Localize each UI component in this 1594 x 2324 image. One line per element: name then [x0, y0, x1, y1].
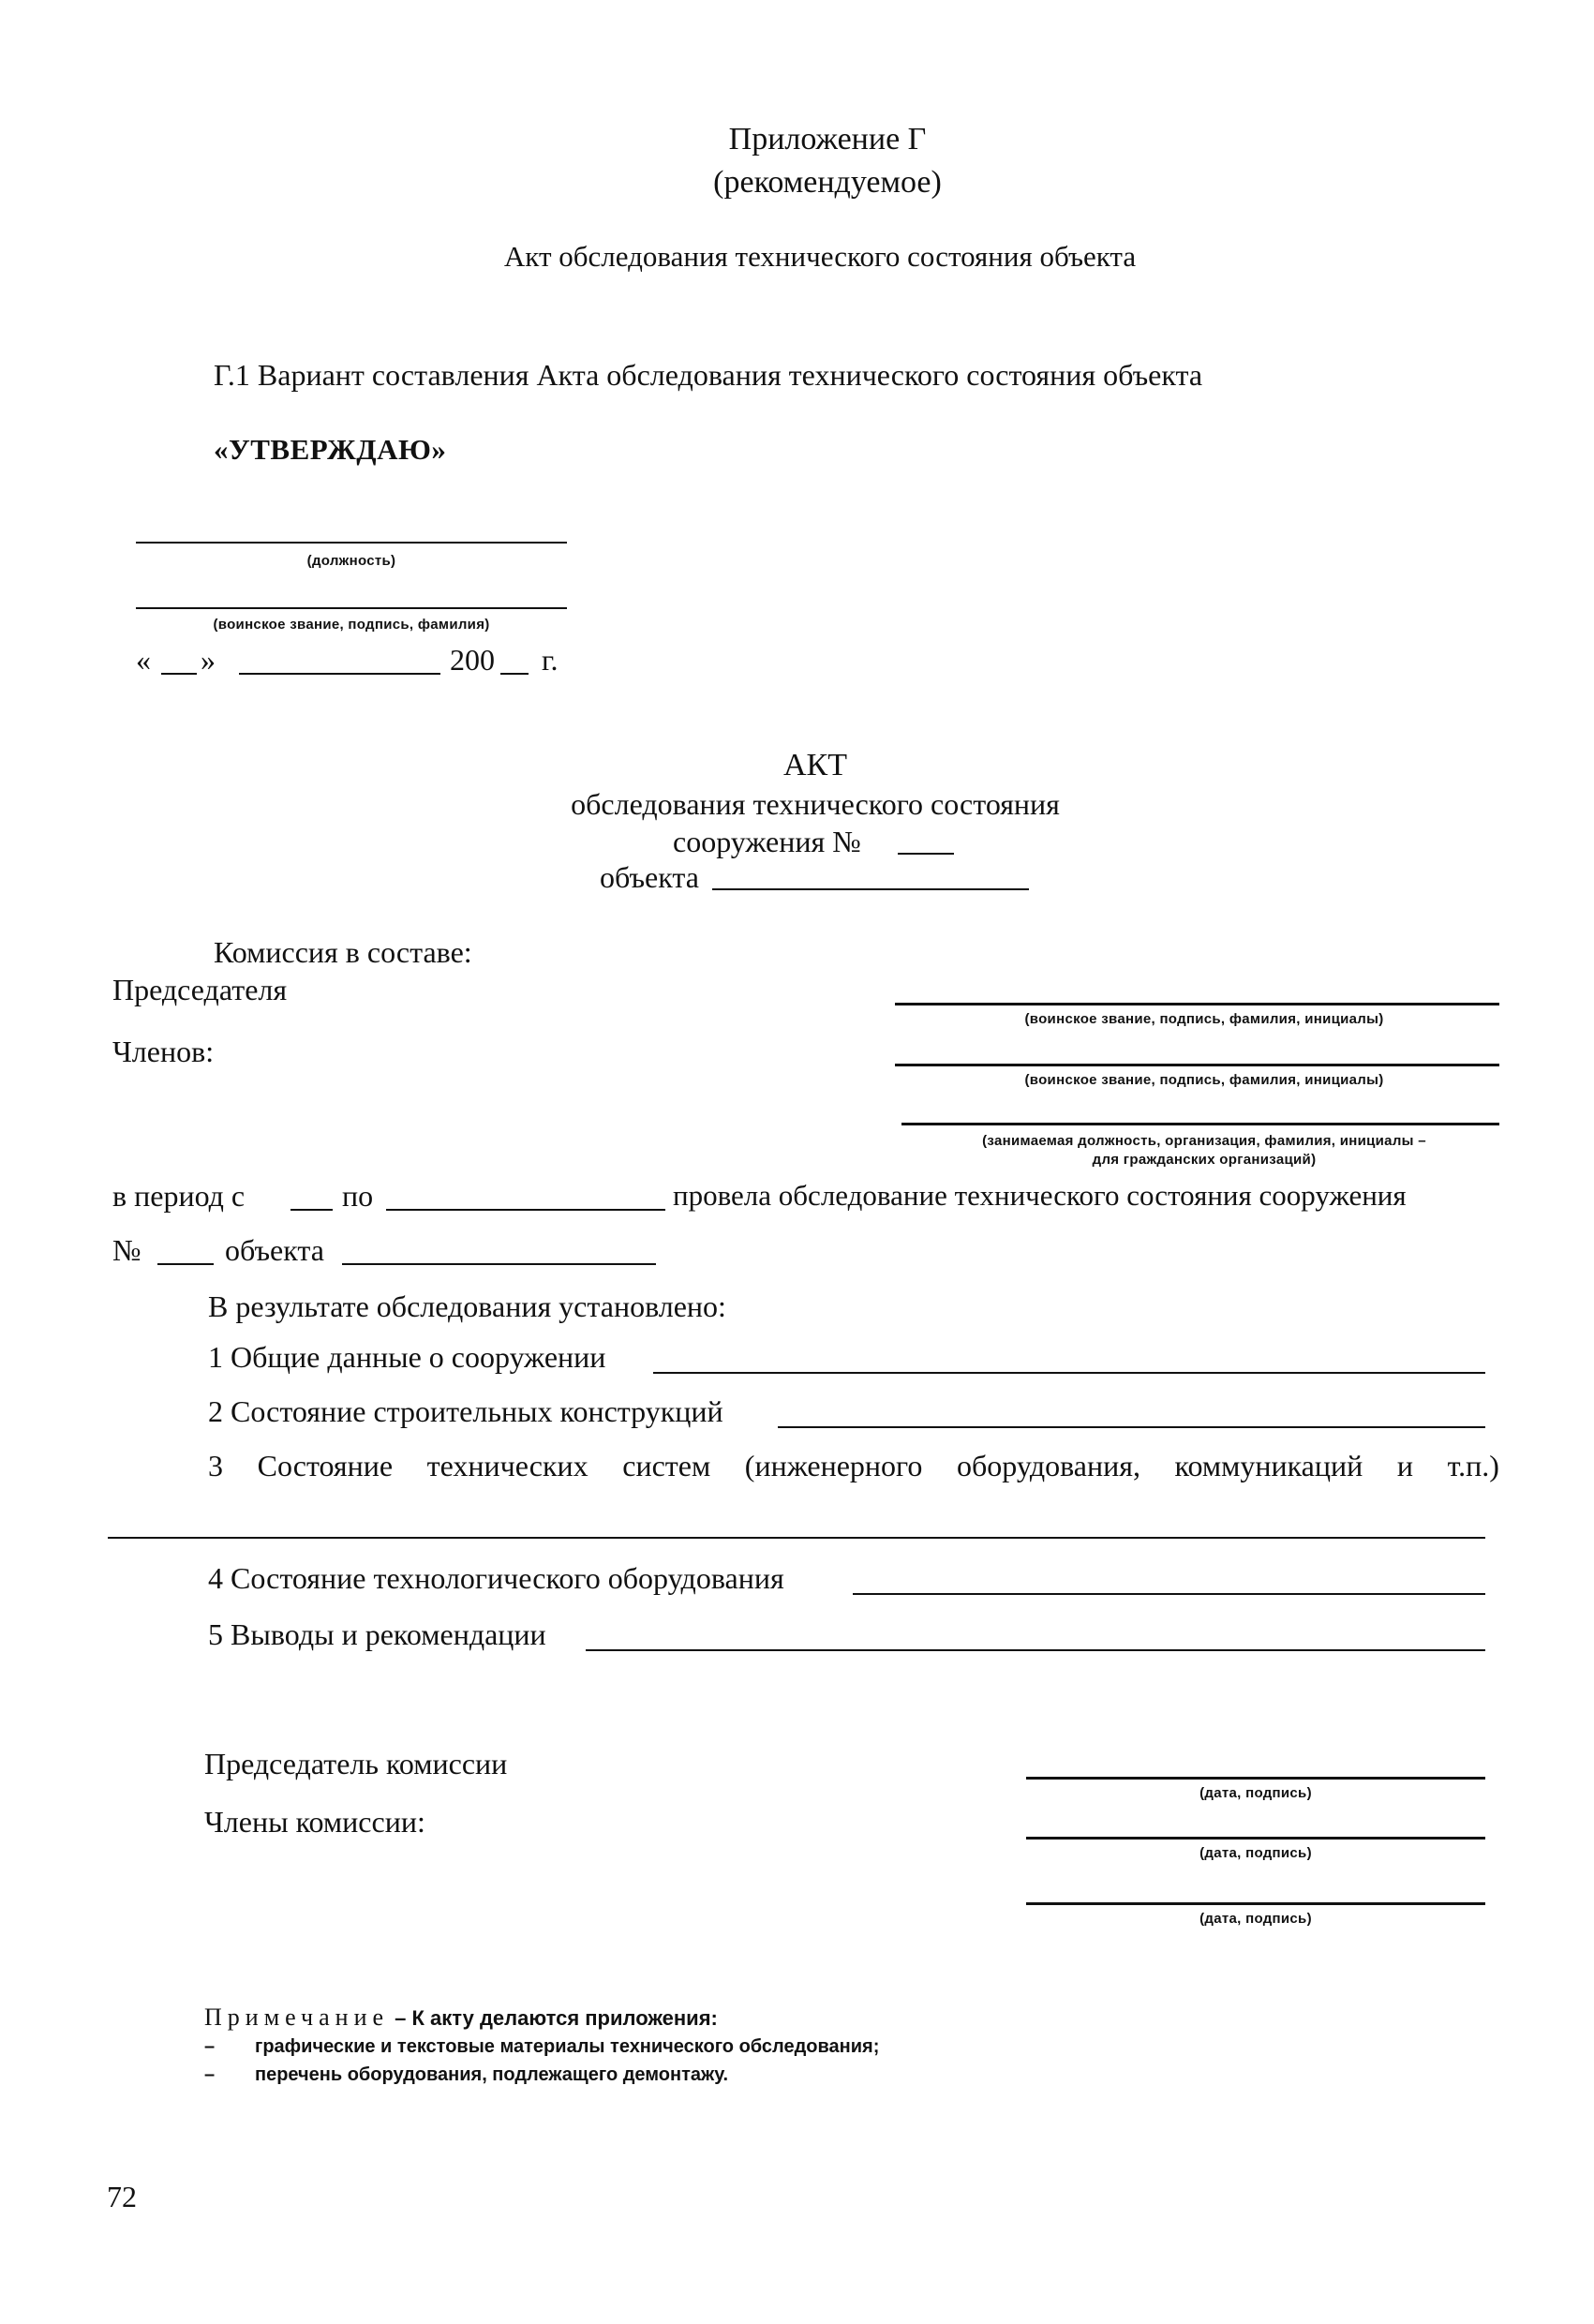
note-heading — [204, 2005, 718, 2030]
result-item-3-word: коммуникаций — [1174, 1449, 1363, 1482]
member-signature-caption-1: (дата, подпись) — [1199, 1845, 1312, 1861]
result-item-5: 5 Выводы и рекомендации — [208, 1617, 546, 1651]
year-suffix: г. — [542, 643, 559, 677]
structure-no-line — [157, 1263, 214, 1265]
position-line — [136, 542, 567, 544]
result-item-3-word: 3 — [208, 1449, 223, 1482]
members-signature-label: Члены комиссии: — [204, 1805, 425, 1839]
result-item-2: 2 Состояние строительных конструкций — [208, 1394, 723, 1428]
note-text: – К акту делаются приложения: — [389, 2006, 718, 2030]
result-item-3-word: технических — [426, 1449, 588, 1482]
object-label: объекта — [600, 860, 699, 894]
result-item-3-word: оборудования, — [956, 1449, 1140, 1482]
period-from-line — [290, 1209, 333, 1211]
structure-number-line — [898, 853, 954, 855]
members-label: Членов: — [112, 1035, 215, 1068]
note-label: Примечание — [204, 2004, 390, 2031]
period-to-label: по — [342, 1179, 374, 1213]
result-item-1: 1 Общие данные о сооружении — [208, 1340, 606, 1374]
member-signature-line-2 — [1026, 1902, 1485, 1905]
document-title: Акт обследования технического состояния объекта — [503, 240, 1137, 273]
act-title: АКТ — [783, 748, 847, 782]
chairman-signature-line — [1026, 1777, 1485, 1780]
structure-no-label: № — [112, 1233, 142, 1267]
note-item-1: графические и текстовые материалы технического обследования; — [255, 2036, 880, 2057]
result-item-2-line — [778, 1426, 1485, 1428]
appendix-subtitle: (рекомендуемое) — [713, 165, 942, 200]
member-caption-2a: (занимаемая должность, организация, фамилия, инициалы – — [982, 1133, 1426, 1149]
result-item-4-line — [853, 1593, 1485, 1595]
result-item-3 — [208, 1451, 1499, 1481]
chairman-label: Председателя — [112, 973, 288, 1006]
chairman-signature-caption: (дата, подпись) — [1199, 1785, 1312, 1801]
month-line — [239, 673, 440, 675]
chairman-signature-label: Председатель комиссии — [204, 1747, 508, 1780]
member-caption-1: (воинское звание, подпись, фамилия, инициалы) — [1024, 1072, 1384, 1088]
member-line-2 — [901, 1123, 1499, 1125]
object-line — [712, 888, 1029, 890]
member-signature-line-1 — [1026, 1837, 1485, 1840]
day-line — [161, 673, 197, 675]
date-open-quote: « — [136, 643, 151, 677]
note-item-2: перечень оборудования, подлежащего демонтажу. — [255, 2064, 729, 2085]
note-bullet-2-dash: – — [204, 2064, 216, 2085]
period-from-label: в период с — [112, 1179, 246, 1213]
chairman-line — [895, 1003, 1499, 1006]
period-object-label: объекта — [225, 1233, 324, 1267]
period-to-line — [386, 1209, 665, 1211]
result-item-3-word: и — [1396, 1449, 1413, 1482]
member-caption-2b: для гражданских организаций) — [1092, 1152, 1317, 1168]
note-bullet-1-dash: – — [204, 2036, 216, 2057]
results-intro: В результате обследования установлено: — [208, 1289, 726, 1323]
rank-signature-line — [136, 607, 567, 609]
result-item-5-line — [586, 1649, 1485, 1651]
rank-caption: (воинское звание, подпись, фамилия) — [213, 617, 490, 633]
period-conducted-text: провела обследование технического состояния сооружения — [673, 1179, 1407, 1212]
date-close-quote: » — [201, 643, 216, 677]
year-prefix: 200 — [450, 643, 495, 677]
commission-heading: Комиссия в составе: — [214, 935, 472, 969]
appendix-title: Приложение Г — [728, 122, 927, 156]
result-item-3-word: систем — [622, 1449, 711, 1482]
member-signature-caption-2: (дата, подпись) — [1199, 1911, 1312, 1927]
position-caption: (должность) — [306, 553, 396, 569]
result-item-3-line — [108, 1537, 1485, 1539]
period-object-line — [342, 1263, 656, 1265]
variant-heading: Г.1 Вариант составления Акта обследования технического состояния объекта — [214, 358, 1203, 392]
chairman-caption: (воинское звание, подпись, фамилия, инициалы) — [1024, 1011, 1384, 1027]
year-line — [500, 673, 529, 675]
page-number: 72 — [107, 2180, 137, 2213]
result-item-1-line — [653, 1372, 1485, 1374]
member-line-1 — [895, 1064, 1499, 1066]
result-item-3-word: т.п.) — [1447, 1449, 1499, 1482]
structure-number-label: сооружения № — [673, 825, 861, 858]
result-item-3-word: (инженерного — [744, 1449, 923, 1482]
approval-heading: «УТВЕРЖДАЮ» — [214, 433, 447, 466]
result-item-4: 4 Состояние технологического оборудования — [208, 1561, 784, 1595]
result-item-3-word: Состояние — [257, 1449, 394, 1482]
act-subtitle: обследования технического состояния — [571, 787, 1060, 821]
